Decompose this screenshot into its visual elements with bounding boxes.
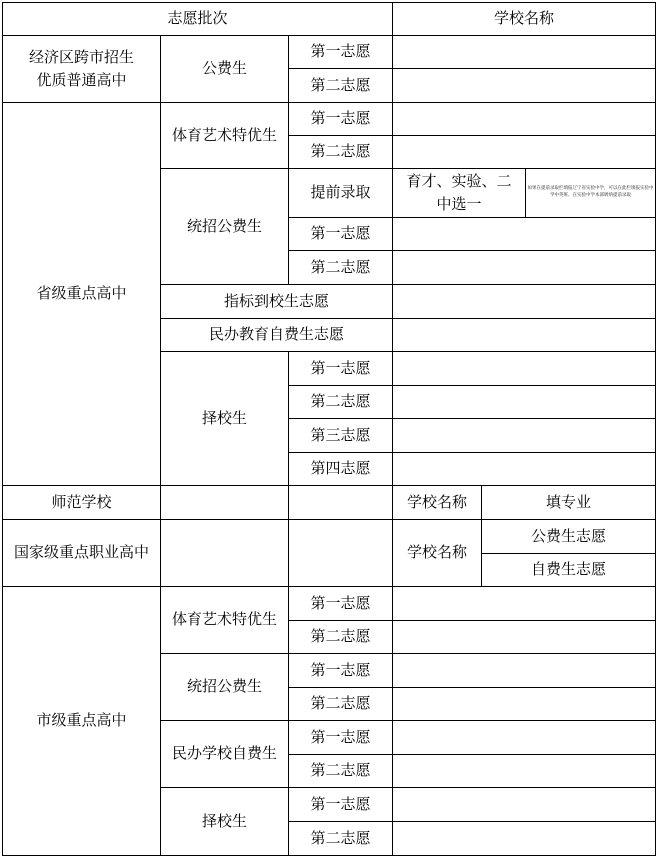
economic-zone-line1: 经济区跨市招生 [28, 47, 134, 66]
school-input-cell[interactable] [393, 251, 656, 285]
school-input-cell[interactable] [393, 587, 656, 621]
school-input-cell[interactable] [393, 386, 656, 419]
vocational-empty-cell[interactable] [289, 520, 393, 587]
choice-label: 第一志愿 [289, 721, 393, 755]
normal-school-empty-cell[interactable] [289, 486, 393, 520]
private-self-funded-label: 民办教育自费生志愿 [161, 319, 393, 352]
choice-label: 第二志愿 [289, 621, 393, 654]
school-input-cell[interactable] [393, 69, 656, 103]
municipal-unified-public: 统招公费生 [161, 654, 289, 721]
choice-label: 第一志愿 [289, 654, 393, 688]
vocational-school-name-label: 学校名称 [393, 520, 482, 587]
provincial-sports-arts: 体育艺术特优生 [161, 103, 289, 169]
economic-zone-public-funded: 公费生 [161, 36, 289, 103]
provincial-key-label: 省级重点高中 [3, 103, 161, 486]
choice-label: 第二志愿 [289, 69, 393, 103]
school-input-cell[interactable] [393, 136, 656, 169]
vocational-empty-cell[interactable] [161, 520, 289, 587]
early-admission-label: 提前录取 [289, 169, 393, 218]
early-admission-note: 如果在提前录取栏填报辽宁省实验中学，可以在此栏填报实验中学中英班、在实验中学本部吸纳提前录取 [526, 169, 656, 218]
school-input-cell[interactable] [393, 688, 656, 721]
school-name-header: 学校名称 [393, 3, 656, 36]
school-input-cell[interactable] [393, 285, 656, 319]
economic-zone-label [3, 36, 161, 103]
economic-zone-line2: 优质普通高中 [36, 71, 127, 89]
early-admission-choice [393, 169, 526, 218]
school-input-cell[interactable] [393, 103, 656, 136]
vocational-self-funded-choice: 自费生志愿 [482, 554, 656, 587]
choice-label: 第一志愿 [289, 103, 393, 136]
school-input-cell[interactable] [393, 218, 656, 251]
municipal-sports-arts: 体育艺术特优生 [161, 587, 289, 654]
choice-label: 第一志愿 [289, 36, 393, 69]
normal-school-empty-cell[interactable] [161, 486, 289, 520]
early-choice-line2: 中选一 [436, 195, 482, 213]
choice-label: 第一志愿 [289, 788, 393, 822]
choice-label: 第二志愿 [289, 386, 393, 419]
school-input-cell[interactable] [393, 352, 656, 386]
choice-label: 第四志愿 [289, 453, 393, 486]
normal-school-major-label: 填专业 [482, 486, 656, 520]
early-choice-line1: 育才、实验、二 [406, 171, 512, 190]
choice-label: 第一志愿 [289, 218, 393, 251]
school-input-cell[interactable] [393, 419, 656, 453]
municipal-private-self-funded: 民办学校自费生 [161, 721, 289, 788]
vocational-label: 国家级重点职业高中 [3, 520, 161, 587]
choice-label: 第二志愿 [289, 822, 393, 856]
choice-label: 第二志愿 [289, 755, 393, 788]
choice-label: 第二志愿 [289, 688, 393, 721]
normal-school-name-label: 学校名称 [393, 486, 482, 520]
choice-label: 第三志愿 [289, 419, 393, 453]
school-input-cell[interactable] [393, 621, 656, 654]
school-input-cell[interactable] [393, 721, 656, 755]
school-input-cell[interactable] [393, 755, 656, 788]
application-form-table [2, 2, 656, 856]
school-input-cell[interactable] [393, 36, 656, 69]
batch-header: 志愿批次 [3, 3, 393, 36]
school-input-cell[interactable] [393, 453, 656, 486]
choice-label: 第一志愿 [289, 587, 393, 621]
municipal-school-choice: 择校生 [161, 788, 289, 856]
school-input-cell[interactable] [393, 319, 656, 352]
choice-label: 第一志愿 [289, 352, 393, 386]
school-input-cell[interactable] [393, 822, 656, 856]
municipal-key-label: 市级重点高中 [3, 587, 161, 856]
quota-to-school-label: 指标到校生志愿 [161, 285, 393, 319]
vocational-public-choice: 公费生志愿 [482, 520, 656, 554]
school-input-cell[interactable] [393, 654, 656, 688]
normal-school-label: 师范学校 [3, 486, 161, 520]
provincial-school-choice: 择校生 [161, 352, 289, 486]
provincial-unified-public: 统招公费生 [161, 169, 289, 285]
school-input-cell[interactable] [393, 788, 656, 822]
choice-label: 第二志愿 [289, 251, 393, 285]
choice-label: 第二志愿 [289, 136, 393, 169]
